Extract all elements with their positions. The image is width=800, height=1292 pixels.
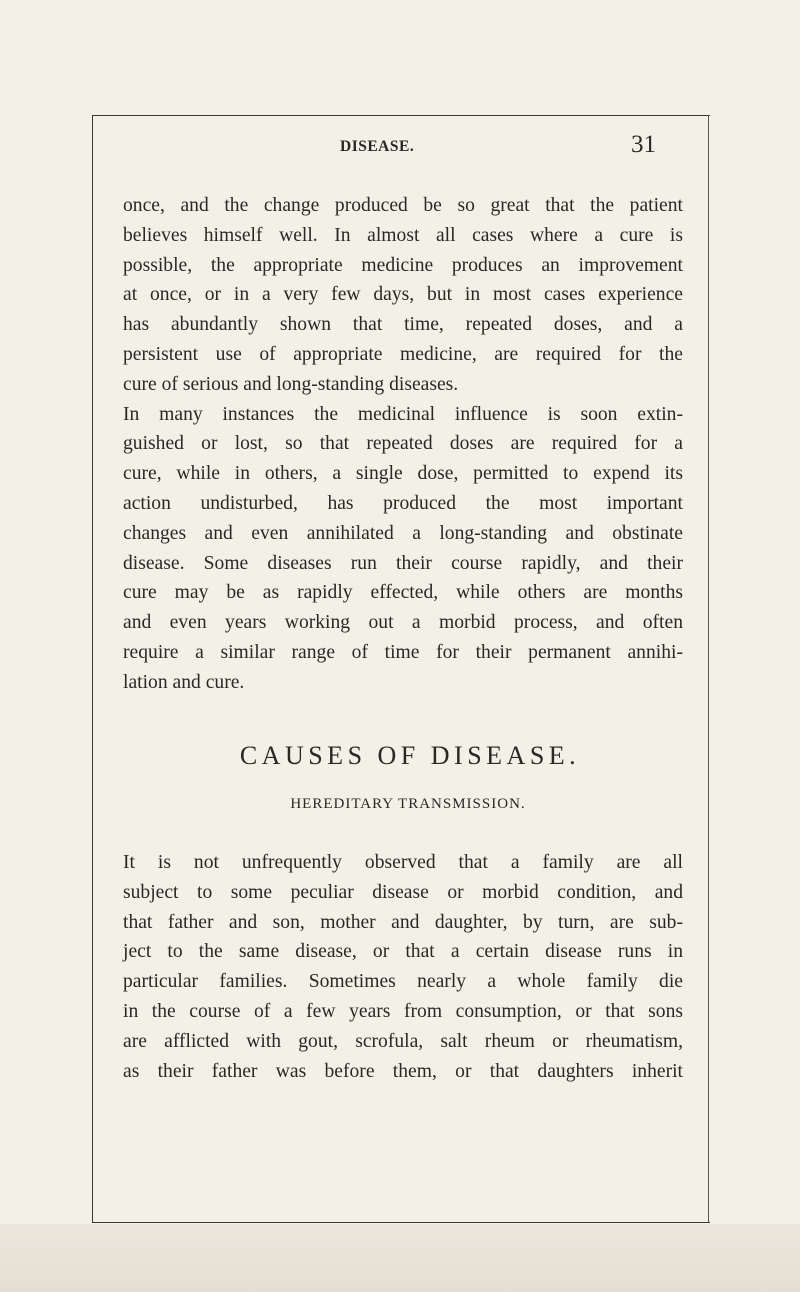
text-line: In many instances the medicinal influence is soon extin- — [123, 403, 683, 425]
text-line: action undisturbed, has produced the most important — [123, 492, 683, 514]
body-paragraph-2 — [123, 848, 683, 1086]
text-line: cure, while in others, a single dose, permitted to expend its — [123, 463, 683, 485]
page-number: 31 — [631, 131, 656, 158]
text-line: and even years working out a morbid process, and often — [123, 612, 683, 634]
text-line: subject to some peculiar disease or morbid condition, and — [123, 881, 683, 903]
text-line: lation and cure. — [123, 671, 245, 693]
section-heading — [0, 741, 800, 771]
text-line: at once, or in a very few days, but in most cases experience — [123, 284, 683, 306]
page-border-bottom — [92, 1222, 710, 1223]
body-paragraph-1 — [123, 191, 683, 698]
text-line: in the course of a few years from consumption, or that sons — [123, 1000, 683, 1022]
text-line: cure may be as rapidly effected, while others are months — [123, 582, 683, 604]
section-heading-text: CAUSES OF DISEASE. — [239, 741, 581, 770]
page-margin-bottom — [0, 1224, 800, 1292]
text-line: ject to the same disease, or that a certain disease runs in — [123, 941, 683, 963]
text-line: cure of serious and long-standing diseases. — [123, 373, 459, 395]
text-line: persistent use of appropriate medicine, are required for the — [123, 343, 683, 365]
text-line: It is not unfrequently observed that a family are all — [123, 852, 683, 873]
text-line: are afflicted with gout, scrofula, salt rheum or rheumatism, — [123, 1030, 683, 1052]
section-subheading-text: HEREDITARY TRANSMISSION. — [290, 796, 526, 812]
text-line: possible, the appropriate medicine produces an improvement — [123, 254, 683, 276]
page-border-right — [708, 115, 709, 1223]
text-line: particular families. Sometimes nearly a whole family die — [123, 971, 683, 993]
text-line: as their father was before them, or that daughters inherit — [123, 1060, 683, 1082]
text-line: disease. Some diseases run their course rapidly, and their — [123, 552, 683, 574]
page-border-left — [92, 115, 93, 1223]
text-line: believes himself well. In almost all cases where a cure is — [123, 224, 683, 246]
text-line: that father and son, mother and daughter, by turn, are sub- — [123, 911, 683, 933]
page-border-top — [92, 115, 710, 116]
running-head: DISEASE. — [340, 138, 415, 155]
section-subheading — [0, 796, 800, 813]
text-line: guished or lost, so that repeated doses are required for a — [123, 433, 683, 455]
text-line: changes and even annihilated a long-standing and obstinate — [123, 522, 683, 544]
text-line: once, and the change produced be so great that the patient — [123, 195, 683, 216]
text-line: has abundantly shown that time, repeated doses, and a — [123, 314, 683, 336]
text-line: require a similar range of time for their permanent annihi- — [123, 641, 683, 663]
